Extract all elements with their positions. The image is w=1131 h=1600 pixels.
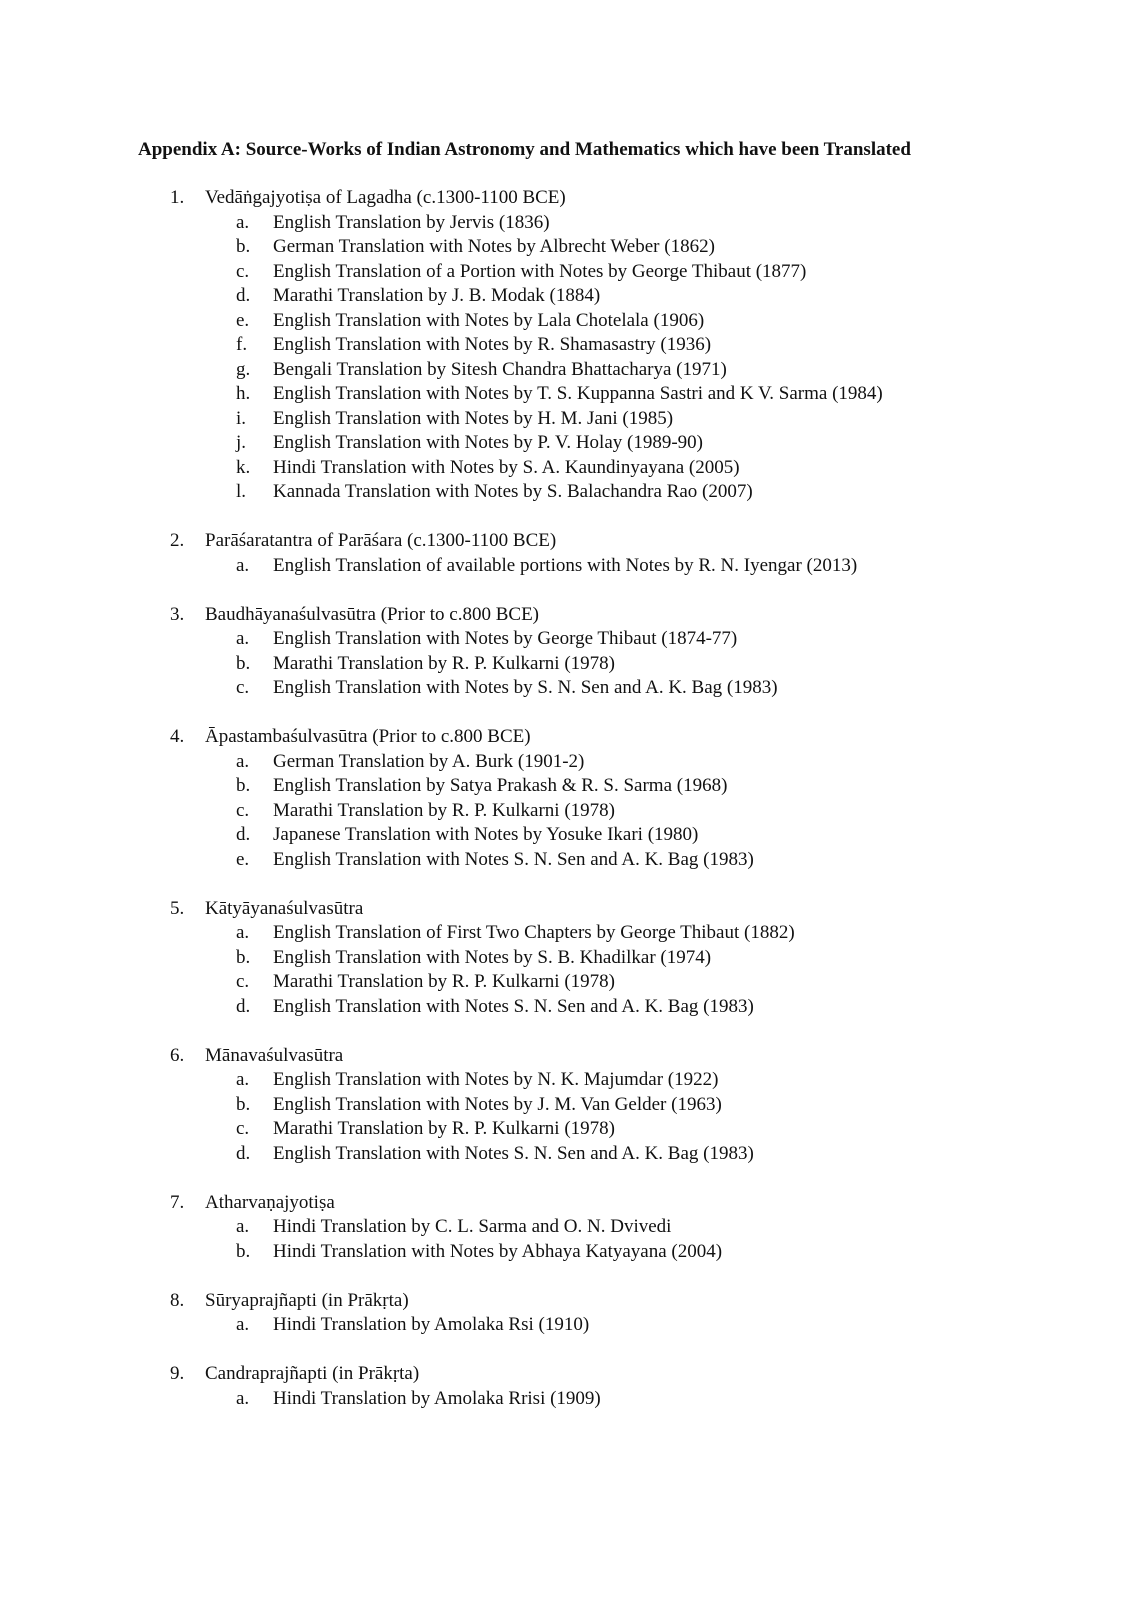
translation-text: English Translation of a Portion with Notes by George Thibaut (1877) — [273, 260, 807, 282]
translation-letter: i. — [236, 407, 247, 429]
translation-letter: d. — [236, 995, 251, 1017]
translation-text: English Translation with Notes S. N. Sen and A. K. Bag (1983) — [273, 995, 754, 1017]
work-title: Āpastambaśulvasūtra (Prior to c.800 BCE) — [205, 726, 531, 747]
translation-letter: b. — [236, 775, 251, 796]
translation-letter: a. — [236, 1069, 250, 1090]
translation-text: English Translation with Notes by T. S. Kuppanna Sastri and K V. Sarma (1984) — [273, 383, 883, 404]
translation-text: English Translation by Jervis (1836) — [273, 211, 550, 233]
work-number: 3. — [170, 603, 185, 625]
translation-text: English Translation by Satya Prakash & R. S. Sarma (1968) — [273, 775, 728, 796]
translation-text: German Translation with Notes by Albrecht Weber (1862) — [273, 236, 715, 257]
translation-letter: a. — [236, 1216, 250, 1237]
translation-text: Hindi Translation with Notes by Abhaya Katyayana (2004) — [273, 1240, 723, 1262]
work-number: 8. — [170, 1289, 185, 1311]
translation-text: German Translation by A. Burk (1901-2) — [273, 750, 585, 772]
work-number: 5. — [170, 897, 185, 919]
translation-letter: d. — [236, 1142, 251, 1164]
translation-letter: d. — [236, 285, 251, 306]
translation-text: Marathi Translation by R. P. Kulkarni (1978) — [273, 971, 615, 992]
translation-text: English Translation with Notes by George Thibaut (1874-77) — [273, 628, 738, 649]
translation-letter: a. — [236, 211, 250, 233]
translation-text: English Translation with Notes by J. M. Van Gelder (1963) — [273, 1093, 722, 1115]
translation-letter: l. — [236, 481, 247, 502]
translation-letter: b. — [236, 1093, 251, 1115]
translation-text: Hindi Translation by Amolaka Rrisi (1909) — [273, 1387, 601, 1409]
translation-text: Japanese Translation with Notes by Yosuke Ikari (1980) — [273, 824, 699, 845]
work-title: Parāśaratantra of Parāśara (c.1300-1100 BCE) — [205, 530, 557, 551]
translation-text: Marathi Translation by R. P. Kulkarni (1978) — [273, 799, 615, 821]
translation-text: English Translation of available portions with Notes by R. N. Iyengar (2013) — [273, 554, 858, 576]
translation-letter: c. — [236, 799, 250, 821]
work-number: 7. — [170, 1191, 185, 1213]
translation-text: Hindi Translation by C. L. Sarma and O. N. Dvivedi — [273, 1216, 672, 1237]
translation-letter: a. — [236, 1387, 250, 1409]
work-title: Mānavaśulvasūtra — [205, 1044, 344, 1066]
translation-letter: d. — [236, 824, 251, 845]
translation-text: English Translation with Notes S. N. Sen and A. K. Bag (1983) — [273, 1142, 754, 1164]
translation-letter: k. — [236, 456, 251, 478]
appendix-heading: Appendix A: Source-Works of Indian Astronomy and Mathematics which have been Translated — [138, 139, 911, 160]
translation-letter: b. — [236, 946, 251, 968]
work-number: 2. — [170, 530, 185, 551]
translation-letter: e. — [236, 848, 250, 870]
work-title: Candraprajñapti (in Prākṛta) — [205, 1363, 420, 1384]
work-number: 9. — [170, 1363, 185, 1384]
translation-text: English Translation of First Two Chapters by George Thibaut (1882) — [273, 922, 795, 943]
translation-letter: a. — [236, 628, 250, 649]
translation-letter: b. — [236, 652, 251, 674]
translation-text: English Translation with Notes by N. K. Majumdar (1922) — [273, 1069, 719, 1090]
translation-letter: j. — [236, 432, 247, 453]
translation-text: Bengali Translation by Sitesh Chandra Bhattacharya (1971) — [273, 358, 727, 380]
translation-text: Marathi Translation by R. P. Kulkarni (1978) — [273, 652, 615, 674]
translation-letter: f. — [236, 334, 248, 355]
work-title: Atharvaṇajyotiṣa — [205, 1191, 335, 1213]
translation-letter: b. — [236, 1240, 251, 1262]
work-number: 6. — [170, 1044, 185, 1066]
translation-text: Hindi Translation with Notes by S. A. Kaundinyayana (2005) — [273, 456, 740, 478]
translation-letter: a. — [236, 750, 250, 772]
translation-letter: a. — [236, 1314, 250, 1335]
work-title: Sūryaprajñapti (in Prākṛta) — [205, 1289, 409, 1311]
translation-text: English Translation with Notes by Lala Chotelala (1906) — [273, 309, 705, 331]
translation-text: English Translation with Notes S. N. Sen and A. K. Bag (1983) — [273, 848, 754, 870]
work-title: Vedāṅgajyotiṣa of Lagadha (c.1300-1100 BCE) — [205, 187, 566, 208]
work-title: Kātyāyanaśulvasūtra — [205, 897, 364, 919]
translation-letter: c. — [236, 677, 250, 698]
translation-letter: b. — [236, 236, 251, 257]
translation-letter: e. — [236, 309, 250, 331]
translation-letter: g. — [236, 358, 251, 380]
translation-letter: c. — [236, 1118, 250, 1139]
translation-text: Marathi Translation by R. P. Kulkarni (1978) — [273, 1118, 615, 1139]
translation-text: Marathi Translation by J. B. Modak (1884) — [273, 285, 601, 306]
translation-text: Hindi Translation by Amolaka Rsi (1910) — [273, 1314, 590, 1335]
translation-letter: a. — [236, 922, 250, 943]
translation-text: English Translation with Notes by H. M. Jani (1985) — [273, 407, 674, 429]
work-title: Baudhāyanaśulvasūtra (Prior to c.800 BCE) — [205, 603, 540, 625]
translation-letter: c. — [236, 971, 250, 992]
translation-text: English Translation with Notes by R. Shamasastry (1936) — [273, 334, 712, 355]
translation-letter: c. — [236, 260, 250, 282]
translation-letter: h. — [236, 383, 251, 404]
translation-text: English Translation with Notes by P. V. Holay (1989-90) — [273, 432, 703, 453]
translation-letter: a. — [236, 554, 250, 576]
work-number: 4. — [170, 726, 185, 747]
translation-text: English Translation with Notes by S. N. Sen and A. K. Bag (1983) — [273, 677, 778, 698]
translation-text: English Translation with Notes by S. B. Khadilkar (1974) — [273, 946, 712, 968]
work-number: 1. — [170, 187, 185, 208]
translation-text: Kannada Translation with Notes by S. Balachandra Rao (2007) — [273, 481, 753, 502]
